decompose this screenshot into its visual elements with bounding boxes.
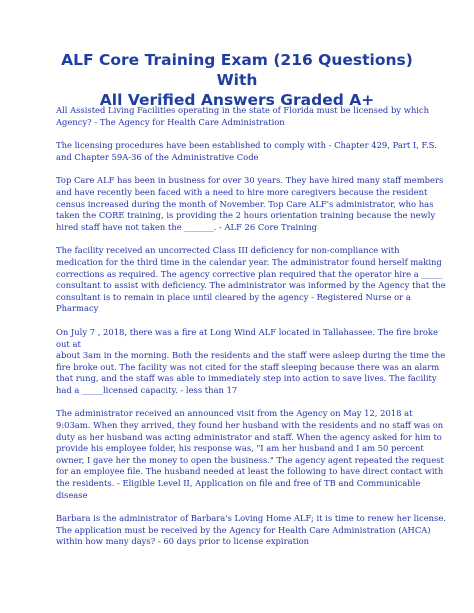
question-answer-paragraph (56, 513, 446, 548)
text-line: The facility received an uncorrected Class III deficiency for non-compliance with (56, 245, 400, 256)
question-answer-paragraph (56, 140, 437, 163)
text-line: consultant to assist with deficiency. The administrator was informed by the Agency that the (56, 280, 446, 291)
question-answer-paragraph (56, 105, 430, 128)
text-line: and Chapter 59A-36 of the Administrative Code (56, 151, 259, 162)
title-line: ALF Core Training Exam (216 Questions) With (61, 51, 413, 89)
text-line: provide his employee folder, his response was, "I am her husband and I am 50 percent (56, 443, 424, 454)
text-line: census increased during the month of November. Top Care ALF's administrator, who has (56, 198, 434, 209)
document-title (40, 50, 434, 110)
text-line: Barbara is the administrator of Barbara's Loving Home ALF; it is time to renew her license. (56, 513, 446, 524)
text-line: 9:03am. When they arrived, they found her husband with the residents and no staff was on (56, 420, 444, 431)
text-line: owner, I gave her the money to open the business." The agency agent repeated the request (56, 454, 444, 465)
text-line: medication for the third time in the calendar year. The administrator found herself making (56, 256, 442, 267)
text-line: corrections as required. The agency corrective plan required that the operator hire a _____ (56, 268, 443, 279)
question-answer-paragraph (56, 326, 446, 397)
text-line: All Assisted Living Facilities operating in the state of Florida must be licensed by which (56, 105, 430, 115)
text-line: The administrator received an announced visit from the Agency on May 12, 2018 at (56, 408, 413, 419)
text-line: Agency? - The Agency for Health Care Administration (56, 116, 285, 127)
text-line: duty as her husband was acting administrator and staff. When the agency asked for him to (56, 431, 442, 442)
text-line: about 3am in the morning. Both the residents and the staff were asleep during the time the (56, 350, 446, 361)
text-line: consultant is to remain in place until cleared by the agency - Registered Nurse or a (56, 291, 411, 302)
text-line: had a _____licensed capacity. - less than 17 (56, 384, 238, 395)
text-line: The application must be received by the Agency for Health Care Administration (AHCA) (56, 524, 431, 535)
question-answer-paragraph (56, 175, 444, 233)
question-answer-paragraph (56, 245, 446, 315)
text-line: taken the CORE training, is providing the 2 hours orientation training because the newly (56, 210, 436, 221)
text-line: hired staff have not taken the _______. - ALF 26 Core Training (56, 221, 318, 232)
text-line: fire broke out. The facility was not cited for the staff sleeping because there was an alarm (56, 361, 440, 372)
text-line: The licensing procedures have been established to comply with - Chapter 429, Part I, F.S. (56, 140, 437, 151)
text-line: disease (56, 489, 88, 500)
title-line: All Verified Answers Graded A+ (99, 91, 375, 109)
document-body (56, 105, 446, 560)
text-line: Pharmacy (56, 303, 99, 314)
text-line: that rung, and the staff was able to immediately step into action to save lives. The facility (56, 373, 437, 384)
question-answer-paragraph (56, 408, 444, 501)
text-line: On July 7 , 2018, there was a fire at Long Wind ALF located in Tallahassee. The fire broke (56, 326, 438, 337)
text-line: Top Care ALF has been in business for over 30 years. They have hired many staff members (56, 175, 444, 186)
text-line: for an employee file. The husband needed at least the following to have direct contact with (56, 466, 444, 477)
text-line: the residents. - Eligible Level II, Application on file and free of TB and Communicable (56, 478, 421, 489)
text-line: and have recently been faced with a need to hire more caregivers because the resident (56, 186, 428, 197)
text-line: within how many days? - 60 days prior to license expiration (56, 536, 310, 547)
text-line: out at (56, 338, 81, 349)
